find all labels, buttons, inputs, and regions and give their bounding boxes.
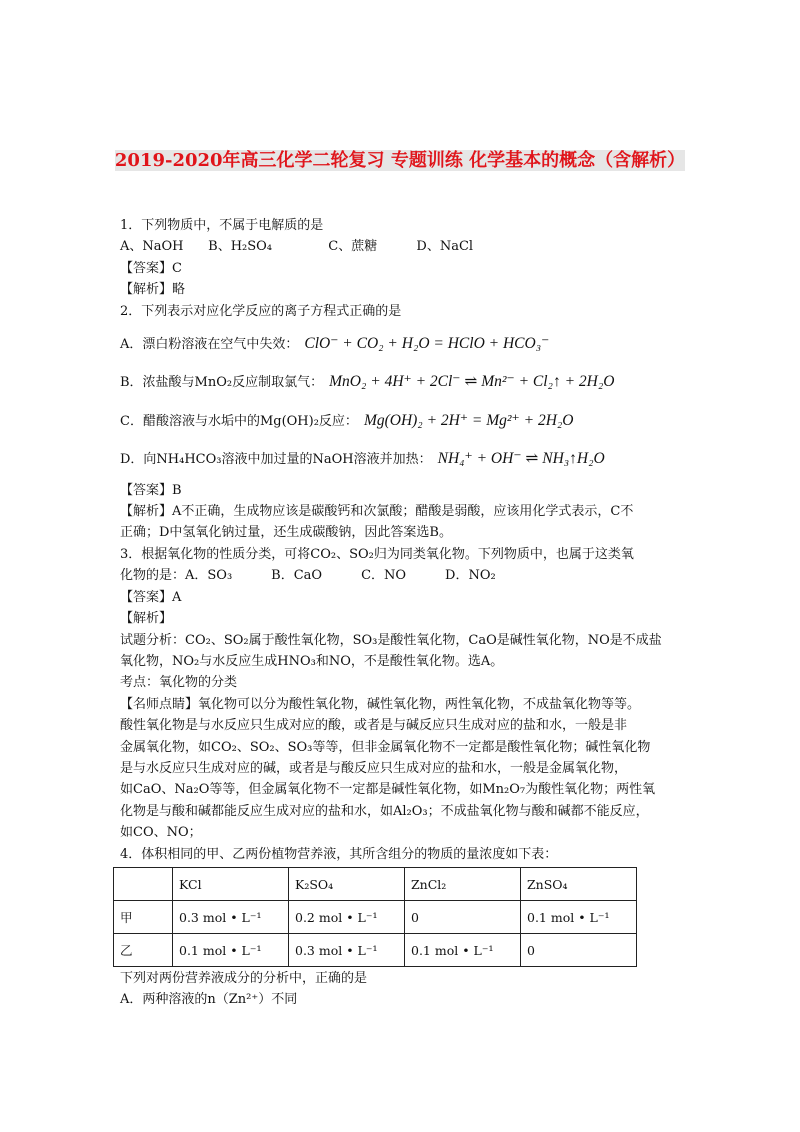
table-row [114, 901, 637, 934]
table-header-cell [114, 868, 173, 901]
table-header-cell: ZnSO₄ [521, 868, 637, 901]
q2-option-d-text: D．向NH₄HCO₃溶液中加过量的NaOH溶液并加热： [120, 452, 432, 468]
q2-option-a [120, 333, 688, 355]
q1-option-b: B、H₂SO₄ [208, 239, 273, 255]
q2-analysis-line-1: 【解析】A不正确，生成物应该是碳酸钙和次氯酸；醋酸是弱酸，应该用化学式表示，C不 [120, 504, 634, 520]
q4-follow-text: 下列对两份营养液成分的分析中，正确的是 [120, 971, 368, 986]
q3-notes-line-4: 是与水反应只生成对应的碱，或者是与酸反应只生成对应的盐和水，一般是金属氧化物， [120, 760, 628, 776]
q1-option-d: D、NaCl [416, 239, 474, 255]
table-cell: 0.2 mol • L⁻¹ [289, 901, 405, 934]
q2-answer: 【答案】B [120, 482, 182, 498]
q2-option-a-equation: ClO⁻ + CO₂ + H₂O = HClO + HCO₃⁻ [304, 335, 550, 353]
table-header-cell: ZnCl₂ [405, 868, 521, 901]
q3-answer: 【答案】A [120, 589, 182, 605]
table-cell: 0 [521, 934, 637, 967]
q2-option-c [120, 410, 688, 432]
q2-option-c-text: C．醋酸溶液与水垢中的Mg(OH)₂反应： [120, 413, 358, 429]
q1-option-c: C、蔗糖 [328, 239, 378, 255]
q1-options [120, 236, 688, 257]
title-block [110, 143, 690, 179]
q1-answer: 【答案】C [120, 260, 182, 276]
table-cell: 0.1 mol • L⁻¹ [521, 901, 637, 934]
q3-analysis-line-1: 试题分析：CO₂、SO₂属于酸性氧化物，SO₃是酸性氧化物，CaO是碱性氧化物，NO是不成盐 [120, 632, 662, 648]
q3-notes-line-7: 如CO、NO； [120, 825, 202, 841]
q3-notes-line-3: 金属氧化物，如CO₂、SO₂、SO₃等等，但非金属氧化物不一定都是酸性氧化物；碱性氧化物 [120, 739, 651, 755]
table-header-cell: K₂SO₄ [289, 868, 405, 901]
q2-option-d-equation: NH₄⁺ + OH⁻ ⇌ NH₃↑H₂O [437, 450, 605, 468]
table-cell: 0.3 mol • L⁻¹ [289, 934, 405, 967]
q3-analysis-line-2: 氧化物，NO₂与水反应生成HNO₃和NO，不是酸性氧化物。选A。 [120, 653, 504, 669]
q1-stem: 1．下列物质中，不属于电解质的是 [120, 218, 324, 233]
page-title: 2019-2020年高三化学二轮复习 专题训练 化学基本的概念（含解析） [114, 150, 686, 171]
table-cell: 乙 [114, 934, 173, 967]
q2-option-a-text: A．漂白粉溶液在空气中失效： [120, 337, 299, 353]
table-cell: 0 [405, 901, 521, 934]
q3-point: 考点：氧化物的分类 [120, 675, 238, 691]
q2-option-c-equation: Mg(OH)₂ + 2H⁺ = Mg²⁺ + 2H₂O [363, 411, 574, 429]
q4-option-a: A．两种溶液的n（Zn²⁺）不同 [120, 992, 298, 1008]
q4-followup [120, 968, 688, 1011]
table-cell: 0.1 mol • L⁻¹ [173, 934, 289, 967]
q3-stem-line-1: 3．根据氧化物的性质分类，可将CO₂、SO₂归为同类氧化物。下列物质中，也属于这类氧 [120, 546, 634, 562]
q3-analysis-label: 【解析】 [120, 611, 173, 627]
q2-option-d [120, 448, 688, 470]
q2-option-b-text: B．浓盐酸与MnO₂反应制取氯气： [120, 375, 324, 391]
question-body [120, 215, 688, 865]
table-cell: 甲 [114, 901, 173, 934]
table-cell: 0.3 mol • L⁻¹ [173, 901, 289, 934]
table-header-row [114, 868, 637, 901]
table-header-cell: KCl [173, 868, 289, 901]
q2-analysis-line-2: 正确；D中氢氧化钠过量，还生成碳酸钠，因此答案选B。 [120, 525, 452, 541]
q2-option-b-equation: MnO₂ + 4H⁺ + 2Cl⁻ ⇌ Mn²⁻ + Cl₂↑ + 2H₂O [329, 373, 615, 391]
q2-option-b [120, 371, 688, 393]
table-row [114, 934, 637, 967]
q3-stem-line-2: 化物的是：A．SO₃ B．CaO C．NO D．NO₂ [120, 568, 496, 584]
concentration-table [113, 867, 637, 967]
q1-analysis: 【解析】略 [120, 282, 186, 298]
q3-notes-line-5: 如CaO、Na₂O等等，但金属氧化物不一定都是碱性氧化物，如Mn₂O₇为酸性氧化物；两性氧 [120, 782, 656, 798]
q1-option-a: A、NaOH [120, 239, 184, 255]
q2-stem: 2．下列表示对应化学反应的离子方程式正确的是 [120, 303, 402, 319]
q3-notes-line-2: 酸性氧化物是与水反应只生成对应的酸，或者是与碱反应只生成对应的盐和水，一般是非 [120, 718, 628, 734]
table-cell: 0.1 mol • L⁻¹ [405, 934, 521, 967]
q3-notes-line-1: 【名师点睛】氧化物可以分为酸性氧化物，碱性氧化物，两性氧化物，不成盐氧化物等等。 [120, 696, 641, 712]
q3-notes-line-6: 化物是与酸和碱都能反应生成对应的盐和水，如Al₂O₃；不成盐氧化物与酸和碱都不能反应， [120, 803, 649, 819]
q4-stem: 4．体积相同的甲、乙两份植物营养液，其所含组分的物质的量浓度如下表： [120, 846, 558, 862]
